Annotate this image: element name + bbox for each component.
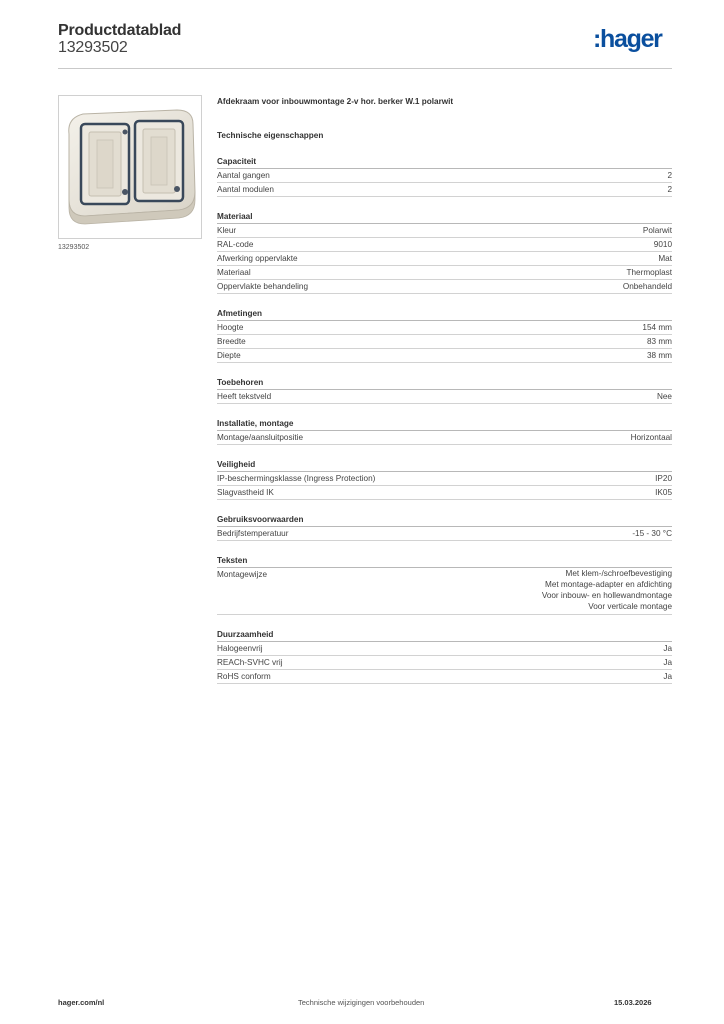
spec-label: Bedrijfstemperatuur	[217, 529, 289, 538]
spec-row	[217, 321, 672, 335]
spec-value: IP20	[655, 474, 672, 483]
spec-row	[217, 472, 672, 486]
spec-value: Nee	[656, 392, 672, 401]
spec-value: IK05	[655, 488, 672, 497]
spec-section	[217, 156, 672, 197]
spec-row	[217, 349, 672, 363]
spec-row	[217, 431, 672, 445]
image-caption: 13293502	[58, 244, 90, 251]
spec-row	[217, 656, 672, 670]
footer-disclaimer: Technische wijzigingen voorbehouden	[298, 998, 425, 1007]
spec-label: Materiaal	[217, 268, 251, 277]
spec-label: Kleur	[217, 226, 237, 235]
spec-value: Voor inbouw- en hollewandmontage	[541, 591, 672, 600]
spec-section	[217, 459, 672, 500]
spec-label: Oppervlakte behandeling	[217, 282, 309, 291]
footer-date: 15.03.2026	[614, 998, 652, 1007]
spec-section	[217, 514, 672, 541]
spec-section	[217, 629, 672, 684]
spec-label: Hoogte	[217, 323, 244, 332]
spec-row	[217, 280, 672, 294]
spec-value: Ja	[663, 672, 672, 681]
spec-value: Horizontaal	[630, 433, 672, 442]
spec-row	[217, 238, 672, 252]
spec-label: RoHS conform	[217, 672, 271, 681]
section-title: Veiligheid	[217, 459, 672, 472]
spec-label: Breedte	[217, 337, 246, 346]
spec-value: 154 mm	[642, 323, 672, 332]
spec-label: REACh-SVHC vrij	[217, 658, 283, 667]
spec-value: 9010	[653, 240, 672, 249]
spec-value: Onbehandeld	[622, 282, 672, 291]
spec-label: IP-beschermingsklasse (Ingress Protection)	[217, 474, 376, 483]
frame-illustration	[59, 96, 201, 238]
spec-label: Montage/aansluitpositie	[217, 433, 304, 442]
spec-value: Mat	[658, 254, 672, 263]
spec-value: Voor verticale montage	[588, 602, 672, 611]
spec-label: Diepte	[217, 351, 241, 360]
spec-value: Ja	[663, 644, 672, 653]
product-description: Afdekraam voor inbouwmontage 2-v hor. berker W.1 polarwit	[217, 97, 454, 106]
spec-row	[217, 169, 672, 183]
spec-value: 83 mm	[646, 337, 672, 346]
header-divider	[58, 68, 672, 69]
spec-value: -15 - 30 °C	[632, 529, 672, 538]
spec-label: Slagvastheid IK	[217, 488, 274, 497]
spec-value: Ja	[663, 658, 672, 667]
spec-row	[217, 670, 672, 684]
spec-value: Polarwit	[642, 226, 672, 235]
product-details	[217, 96, 672, 684]
spec-row	[217, 252, 672, 266]
section-title: Teksten	[217, 555, 672, 568]
section-title: Installatie, montage	[217, 418, 672, 431]
hager-logo: :hager	[593, 25, 662, 53]
footer-website[interactable]: hager.com/nl	[58, 998, 105, 1007]
product-image	[58, 95, 202, 239]
spec-row	[217, 390, 672, 404]
section-title: Gebruiksvoorwaarden	[217, 514, 672, 527]
spec-value: Thermoplast	[626, 268, 672, 277]
spec-row	[217, 335, 672, 349]
spec-label: Montagewijze	[217, 570, 268, 579]
spec-section	[217, 555, 672, 615]
section-title: Materiaal	[217, 211, 672, 224]
technical-properties-title: Technische eigenschappen	[217, 131, 324, 140]
spec-section	[217, 418, 672, 445]
spec-section	[217, 308, 672, 363]
spec-label: Halogeenvrij	[217, 644, 263, 653]
spec-label: Aantal modulen	[217, 185, 274, 194]
product-number: 13293502	[58, 39, 128, 56]
spec-row	[217, 486, 672, 500]
spec-row	[217, 642, 672, 656]
spec-row	[217, 266, 672, 280]
spec-section	[217, 377, 672, 404]
spec-sections	[217, 156, 672, 684]
section-title: Afmetingen	[217, 308, 672, 321]
spec-value: Met montage-adapter en afdichting	[545, 580, 672, 589]
spec-label: Heeft tekstveld	[217, 392, 272, 401]
spec-label: Afwerking oppervlakte	[217, 254, 298, 263]
spec-label: Aantal gangen	[217, 171, 270, 180]
spec-row	[217, 224, 672, 238]
spec-row	[217, 527, 672, 541]
section-title: Duurzaamheid	[217, 629, 672, 642]
spec-section	[217, 211, 672, 294]
spec-value: Met klem-/schroefbevestiging	[565, 569, 672, 578]
spec-value: 2	[667, 185, 672, 194]
page-title: Productdatablad	[58, 22, 182, 39]
spec-label: RAL-code	[217, 240, 254, 249]
spec-row	[217, 183, 672, 197]
section-title: Toebehoren	[217, 377, 672, 390]
spec-value: 2	[667, 171, 672, 180]
spec-value-list	[542, 568, 672, 612]
spec-value: 38 mm	[646, 351, 672, 360]
section-title: Capaciteit	[217, 156, 672, 169]
spec-row	[217, 568, 672, 615]
